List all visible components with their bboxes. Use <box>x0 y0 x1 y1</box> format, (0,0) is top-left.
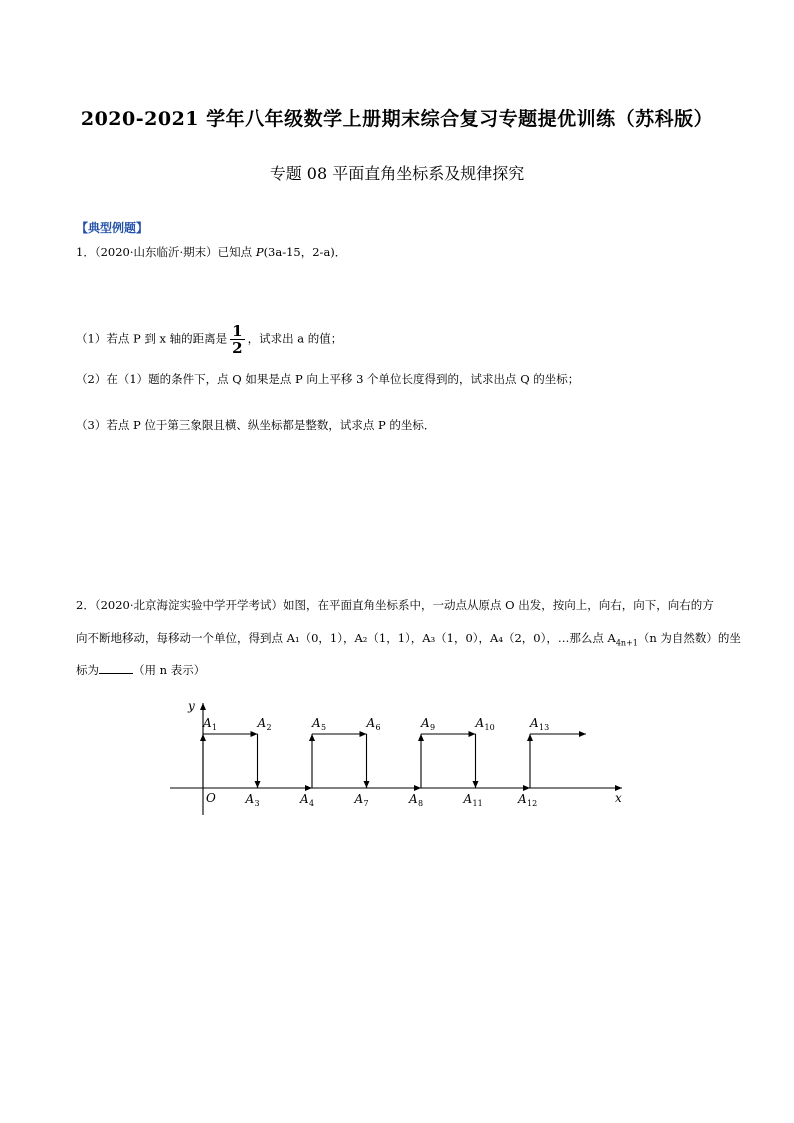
document-subtitle: 专题 08 平面直角坐标系及规律探究 <box>269 164 525 183</box>
point-label-A1: A <box>203 716 212 730</box>
point-label-A10: A <box>475 716 485 730</box>
coordinate-path-diagram <box>0 690 794 830</box>
point-label-A13: A <box>530 716 539 730</box>
point-label-subscript: 7 <box>363 799 369 808</box>
point-label-A3: A <box>245 792 255 806</box>
document-title: 2020-2021 学年八年级数学上册期末综合复习专题提优训练（苏科版） <box>80 108 714 130</box>
point-label-A5: A <box>312 716 321 730</box>
question-1-part-1: （1）若点 P 到 x 轴的距离是 $\frac{1}{2}$ ，试求出 a 的值； <box>76 322 343 357</box>
point-label-subscript: 8 <box>418 799 424 808</box>
point-label-A2: A <box>257 716 267 730</box>
section-label: 【典型例题】 <box>76 221 149 235</box>
point-label-subscript: 3 <box>254 799 260 808</box>
point-label-subscript: 9 <box>430 723 436 732</box>
point-label-A7: A <box>354 792 364 806</box>
origin-label: O <box>206 791 216 805</box>
point-label-subscript: 10 <box>484 723 495 732</box>
point-label-subscript: 12 <box>527 799 538 808</box>
point-label-A4: A <box>300 792 309 806</box>
point-label-subscript: 13 <box>539 723 550 732</box>
point-label-A8: A <box>409 792 418 806</box>
question-2-line-3: 标为 （用 n 表示） <box>76 663 206 677</box>
point-label-subscript: 1 <box>212 723 218 732</box>
point-label-subscript: 5 <box>321 723 327 732</box>
y-axis-label: y <box>188 699 195 713</box>
question-1-part-3: （3）若点 P 位于第三象限且横、纵坐标都是整数，试求点 P 的坐标． <box>76 418 436 432</box>
fraction-one-half: $\frac{1}{2}$ <box>232 322 243 357</box>
point-label-A6: A <box>366 716 376 730</box>
x-axis-label: x <box>615 791 622 805</box>
question-2-line-1: 2．（2020·北京海淀实验中学开学考试）如图，在平面直角坐标系中，一动点从原点 O 出发，按向上，向右，向下，向右的方 <box>76 598 714 612</box>
question-1-stem: 1．（2020·山东临沂·期末）已知点 P(3a-15，2-a)． <box>76 245 347 259</box>
point-label-subscript: 11 <box>472 799 483 808</box>
point-label-subscript: 4 <box>309 799 315 808</box>
movement-path <box>203 734 586 788</box>
point-labels <box>202 716 549 808</box>
answer-blank[interactable] <box>99 663 133 674</box>
point-label-A11: A <box>463 792 473 806</box>
point-label-A9: A <box>421 716 430 730</box>
point-label-A12: A <box>518 792 527 806</box>
question-1-part-2: （2）在（1）题的条件下，点 Q 如果是点 P 向上平移 3 个单位长度得到的，试求出点 Q 的坐标； <box>76 372 580 386</box>
question-2-line-2: 向不断地移动，每移动一个单位，得到点 A₁（0，1），A₂（1，1），A₃（1，0），A₄（2，0），…那么点 $A_{4n+1}(n$ 为自然数）的坐 <box>76 631 741 648</box>
point-label-subscript: 2 <box>266 723 272 732</box>
point-label-subscript: 6 <box>375 723 381 732</box>
